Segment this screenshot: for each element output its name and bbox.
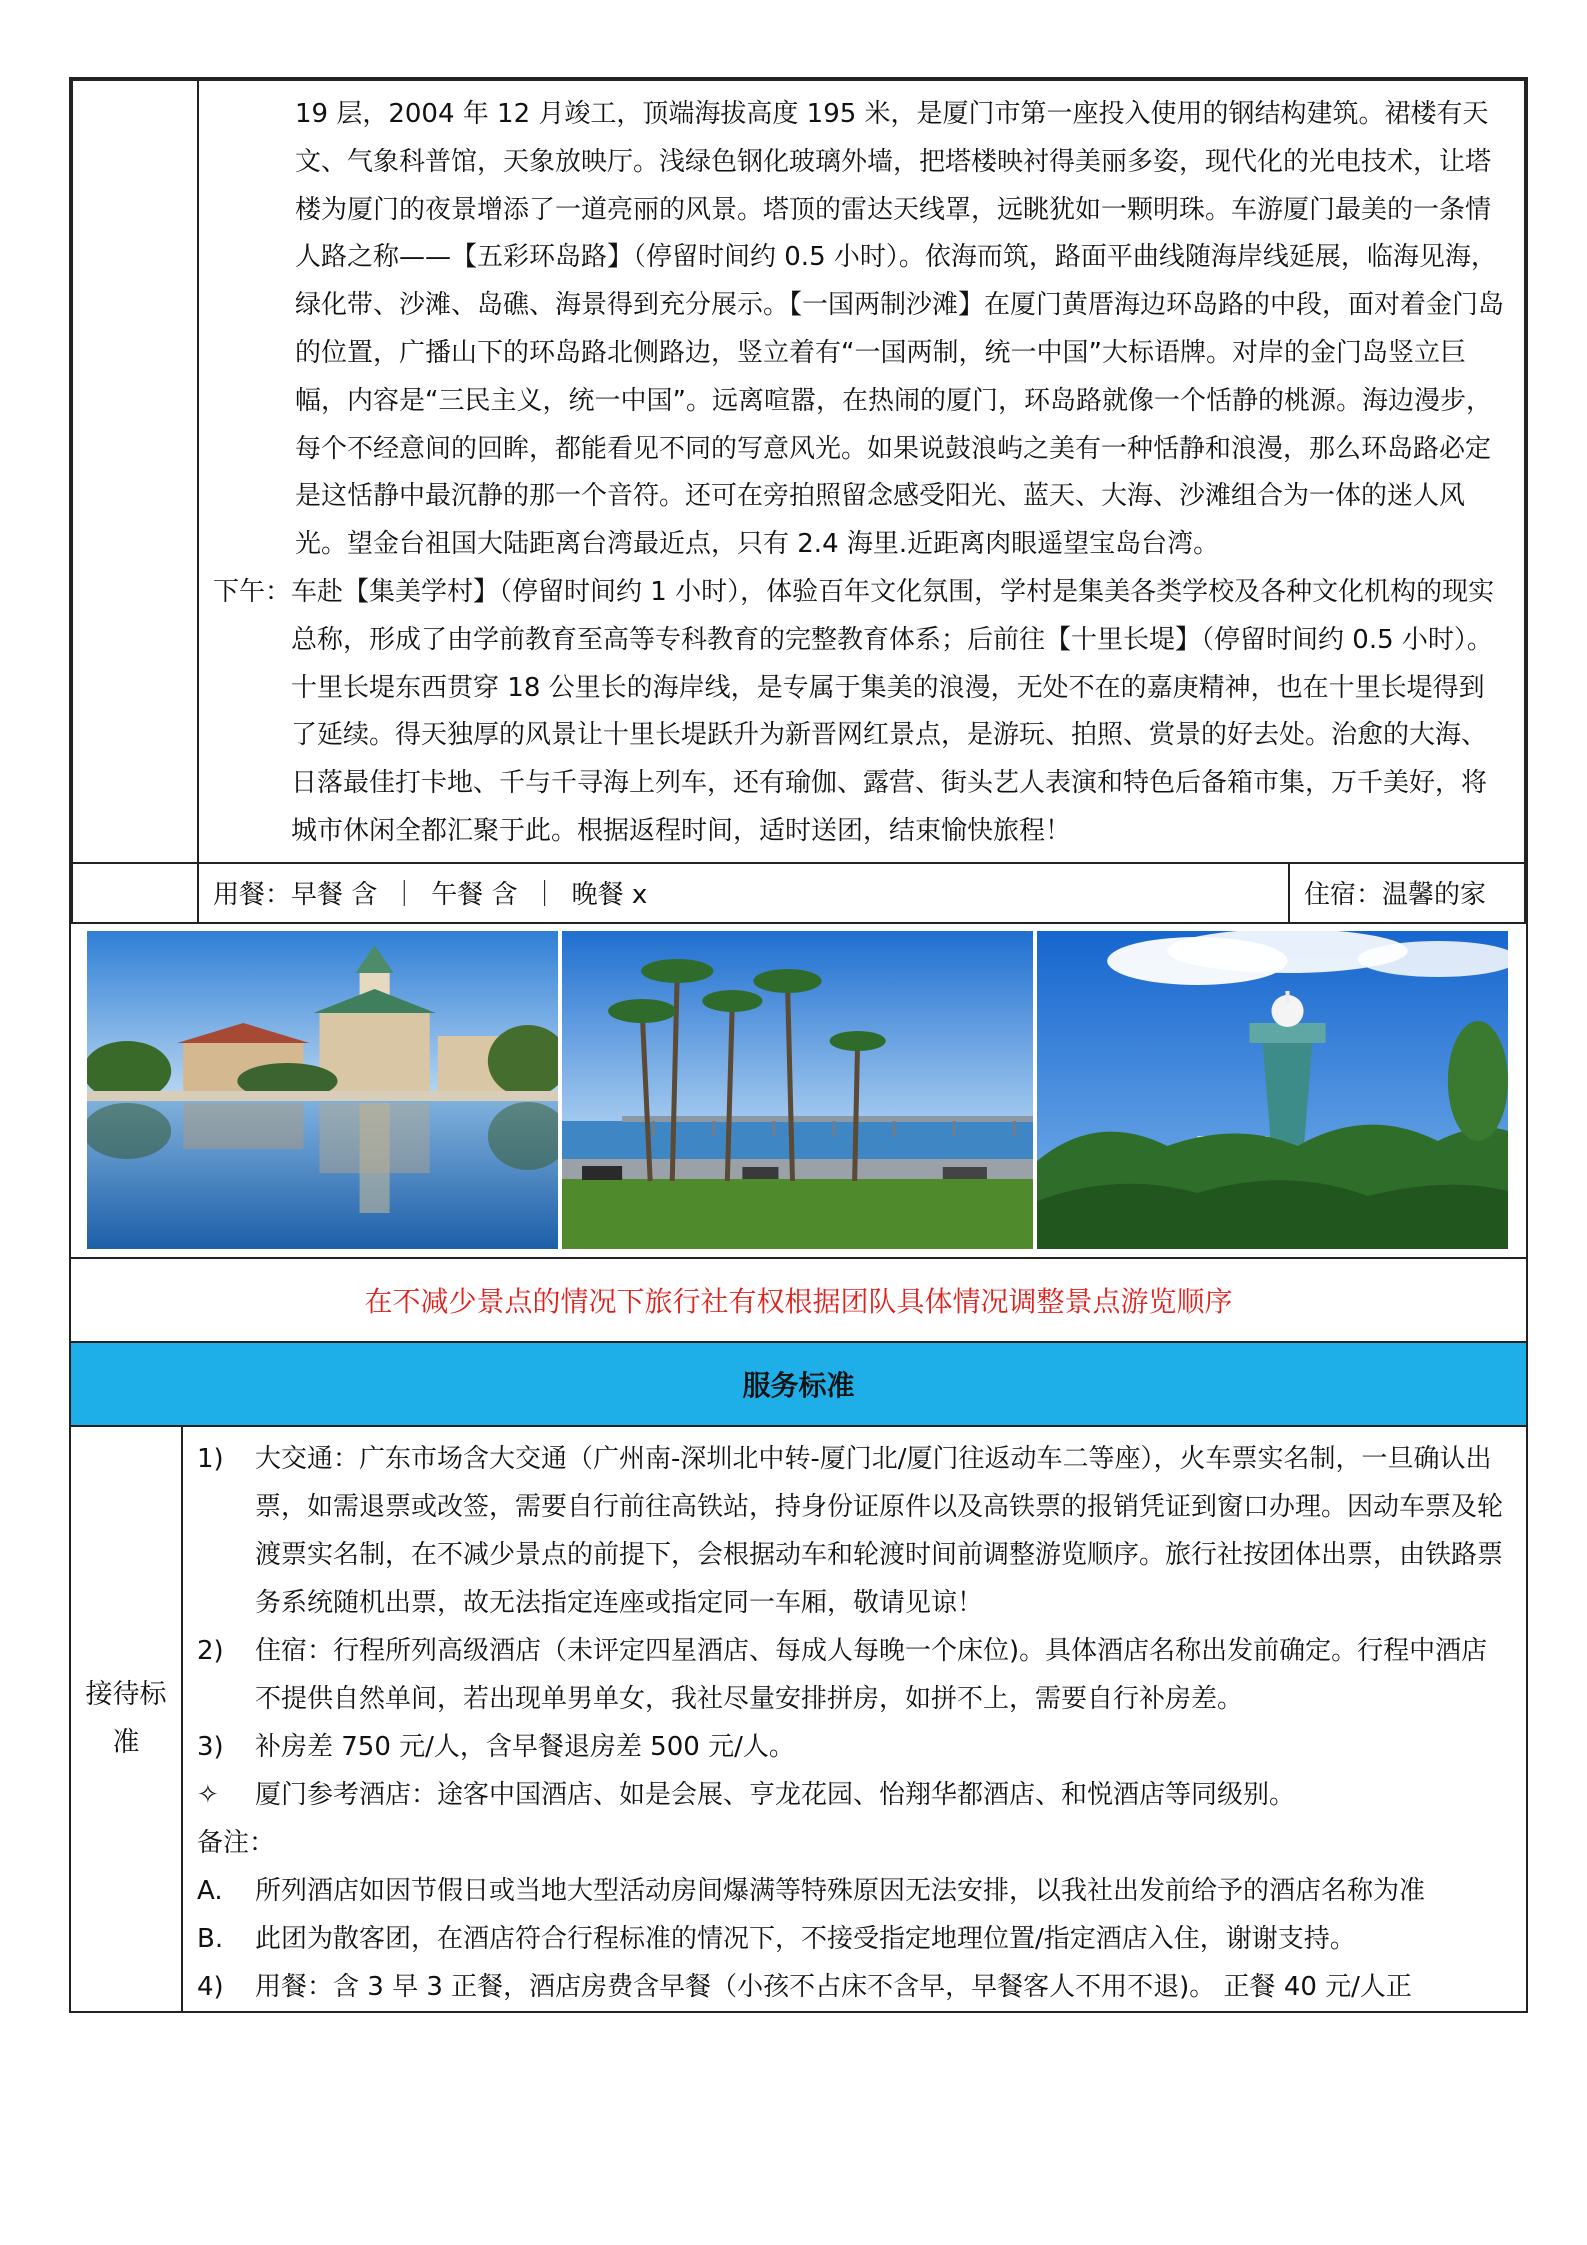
standard-item [197, 1867, 1512, 1915]
remarks-heading [197, 1819, 1512, 1867]
item-number: 3) [197, 1731, 224, 1762]
reception-standard-label: 接待标准 [71, 1426, 182, 2011]
day-detail-table [71, 79, 1526, 924]
standards-table [71, 1425, 1526, 2011]
item-text: 厦门参考酒店：途客中国酒店、如是会展、亨龙花园、怡翔华都酒店、和悦酒店等同级别。 [255, 1779, 1296, 1810]
item-text: 大交通：广东市场含大交通（广州南-深圳北中转-厦门北/厦门往返动车二等座），火车票实名制，一旦确认出票，如需退票或改签，需要自行前往高铁站，持身份证原件以及高铁票的报销凭证到窗口办理。因动车票及轮渡票实名制，在不减少景点的前提下，会根据动车和轮渡时间前调整游览顺序。旅行社按团体出票，由铁路票务系统随机出票，故无法指定连座或指定同一车厢，敬请见谅！ [255, 1443, 1504, 1618]
item-number: B. [197, 1923, 224, 1954]
day-content-cell [198, 80, 1525, 863]
hotel-info: 住宿：温馨的家 [1304, 880, 1487, 911]
item-text: 所列酒店如因节假日或当地大型活动房间爆满等特殊原因无法安排，以我社出发前给予的酒店名称为准 [255, 1875, 1426, 1906]
service-standard-header: 服务标准 [71, 1341, 1526, 1425]
meals-cell [198, 863, 1289, 923]
lunch-info: 午餐 含 [431, 880, 518, 911]
item-number: A. [197, 1875, 223, 1906]
seaside-palm-bridge-photo [562, 931, 1033, 1249]
adjustment-notice: 在不减少景点的情况下旅行社有权根据团队具体情况调整景点游览顺序 [71, 1257, 1526, 1341]
afternoon-text: 车赴【集美学村】（停留时间约 1 小时），体验百年文化氛围，学村是集美各类学校及各种文化机构的现实总称，形成了由学前教育至高等专科教育的完整教育体系；后前往【十里长堤】（停留时间约 0.5 小时）。十里长堤东西贯穿 18 公里长的海岸线，是专属于集美的浪漫，无处不在的嘉庚精神，也在十里长堤得到了延续。得天独厚的风景让十里长堤跃升为新晋网红景点，是游玩、拍照、赏景的好去处。治愈的大海、日落最佳打卡地、千与千寻海上列车，还有瑜伽、露营、街头艺人表演和特色后备箱市集，万千美好，将城市休闲全都汇聚于此。根据返程时间，适时送团，结束愉快旅程！ [291, 576, 1495, 846]
standard-item [197, 1435, 1512, 1627]
item-bullet: ✧ [197, 1779, 219, 1810]
standard-item [197, 1723, 1512, 1771]
reception-standard-content [182, 1426, 1526, 2011]
day-label-cell [72, 80, 198, 863]
standard-item [197, 1963, 1512, 2011]
item-number: 1) [197, 1443, 224, 1474]
breakfast-info: 早餐 含 [291, 880, 378, 911]
observation-tower-photo [1037, 931, 1508, 1249]
itinerary-page [69, 77, 1528, 2013]
item-text: 住宿：行程所列高级酒店（未评定四星酒店、每成人每晚一个床位)。具体酒店名称出发前确定。行程中酒店不提供自然单间，若出现单男单女，我社尽量安排拼房，如拼不上，需要自行补房差。 [255, 1635, 1488, 1714]
item-text: 此团为散客团，在酒店符合行程标准的情况下，不接受指定地理位置/指定酒店入住，谢谢支持。 [255, 1923, 1356, 1954]
item-text: 用餐：含 3 早 3 正餐，酒店房费含早餐（小孩不占床不含早，早餐客人不用不退)。 正餐 40 元/人正 [255, 1971, 1412, 2002]
item-number: 4) [197, 1971, 224, 2002]
item-text: 补房差 750 元/人，含早餐退房差 500 元/人。 [255, 1731, 795, 1762]
morning-continued-text: 19 层，2004 年 12 月竣工，顶端海拔高度 195 米，是厦门市第一座投入使用的钢结构建筑。裙楼有天文、气象科普馆，天象放映厅。浅绿色钢化玻璃外墙，把塔楼映衬得美丽多姿，现代化的光电技术，让塔楼为厦门的夜景增添了一道亮丽的风景。塔顶的雷达天线罩，远眺犹如一颗明珠。车游厦门最美的一条情人路之称——【五彩环岛路】（停留时间约 0.5 小时）。依海而筑，路面平曲线随海岸线延展，临海见海，绿化带、沙滩、岛礁、海景得到充分展示。【一国两制沙滩】在厦门黄厝海边环岛路的中段，面对着金门岛的位置，广播山下的环岛路北侧路边，竖立着有“一国两制，统一中国”大标语牌。对岸的金门岛竖立巨幅，内容是“三民主义，统一中国”。远离喧嚣，在热闹的厦门，环岛路就像一个恬静的桃源。海边漫步，每个不经意间的回眸，都能看见不同的写意风光。如果说鼓浪屿之美有一种恬静和浪漫，那么环岛路必定是这恬静中最沉静的那一个音符。还可在旁拍照留念感受阳光、蓝天、大海、沙滩组合为一体的迷人风光。望金台祖国大陆距离台湾最近点，只有 2.4 海里.近距离肉眼遥望宝岛台湾。 [295, 99, 1505, 560]
meals-label: 用餐： [213, 880, 292, 911]
standard-item [197, 1915, 1512, 1963]
dinner-info: 晚餐 x [571, 880, 648, 911]
afternoon-label: 下午： [213, 576, 292, 607]
meal-separator: ｜ [391, 880, 418, 911]
photo-strip [71, 924, 1526, 1257]
item-text: 备注： [197, 1827, 276, 1858]
meal-separator: ｜ [531, 880, 558, 911]
jimei-architecture-photo [87, 931, 558, 1249]
meals-label-cell [72, 863, 198, 923]
standard-item [197, 1627, 1512, 1723]
standard-item [197, 1771, 1512, 1819]
hotel-cell [1289, 863, 1525, 923]
afternoon-block [213, 569, 1510, 856]
item-number: 2) [197, 1635, 224, 1666]
itinerary-frame [69, 77, 1528, 2013]
